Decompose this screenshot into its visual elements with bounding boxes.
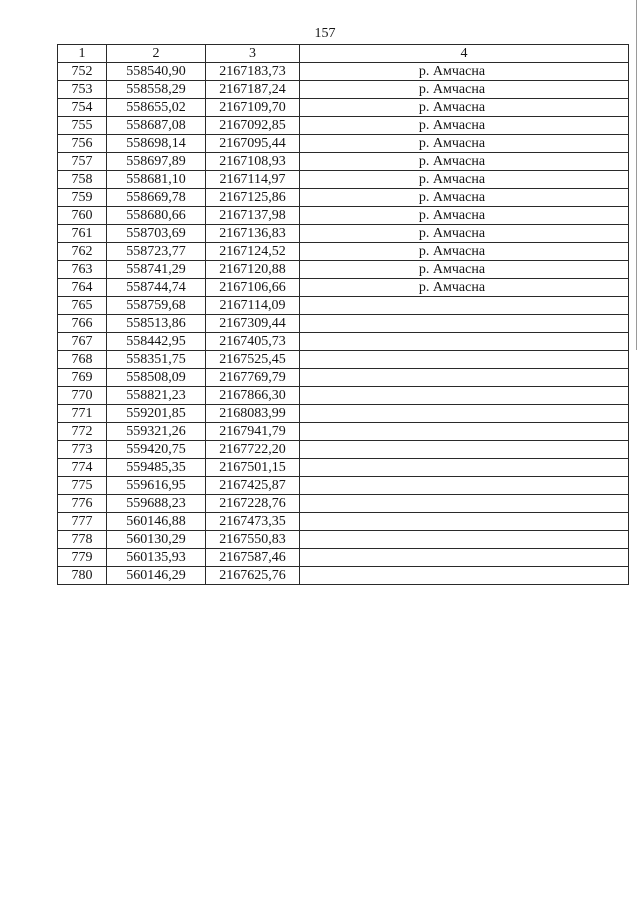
table-row [58, 279, 629, 297]
table-row [58, 315, 629, 333]
cell-point-number: 763 [58, 261, 107, 279]
table-row [58, 117, 629, 135]
table-row [58, 99, 629, 117]
table-row [58, 513, 629, 531]
cell-y-coordinate: 2167187,24 [206, 81, 300, 99]
cell-x-coordinate: 559616,95 [107, 477, 206, 495]
cell-point-number: 780 [58, 567, 107, 585]
cell-x-coordinate: 558821,23 [107, 387, 206, 405]
cell-y-coordinate: 2168083,99 [206, 405, 300, 423]
cell-note [300, 387, 629, 405]
header-x-coordinate: 2 [107, 45, 206, 63]
table-row [58, 477, 629, 495]
table-row [58, 459, 629, 477]
cell-point-number: 762 [58, 243, 107, 261]
table-row [58, 549, 629, 567]
header-note: 4 [300, 45, 629, 63]
cell-y-coordinate: 2167501,15 [206, 459, 300, 477]
table-row [58, 189, 629, 207]
cell-note [300, 495, 629, 513]
cell-y-coordinate: 2167136,83 [206, 225, 300, 243]
cell-note [300, 441, 629, 459]
cell-note: р. Амчасна [300, 225, 629, 243]
cell-x-coordinate: 560146,88 [107, 513, 206, 531]
cell-y-coordinate: 2167108,93 [206, 153, 300, 171]
cell-x-coordinate: 558681,10 [107, 171, 206, 189]
cell-note: р. Амчасна [300, 117, 629, 135]
table-row [58, 261, 629, 279]
cell-note [300, 297, 629, 315]
cell-note [300, 423, 629, 441]
header-point-number: 1 [58, 45, 107, 63]
cell-x-coordinate: 560135,93 [107, 549, 206, 567]
cell-x-coordinate: 558687,08 [107, 117, 206, 135]
cell-note: р. Амчасна [300, 261, 629, 279]
cell-note: р. Амчасна [300, 207, 629, 225]
cell-y-coordinate: 2167095,44 [206, 135, 300, 153]
cell-y-coordinate: 2167405,73 [206, 333, 300, 351]
table-header-row [58, 45, 629, 63]
table-row [58, 405, 629, 423]
cell-point-number: 773 [58, 441, 107, 459]
cell-point-number: 775 [58, 477, 107, 495]
table-row [58, 225, 629, 243]
table-row [58, 63, 629, 81]
cell-note [300, 567, 629, 585]
cell-y-coordinate: 2167228,76 [206, 495, 300, 513]
cell-note [300, 315, 629, 333]
cell-point-number: 756 [58, 135, 107, 153]
cell-y-coordinate: 2167525,45 [206, 351, 300, 369]
cell-x-coordinate: 559201,85 [107, 405, 206, 423]
cell-note: р. Амчасна [300, 99, 629, 117]
table-row [58, 441, 629, 459]
header-y-coordinate: 3 [206, 45, 300, 63]
cell-x-coordinate: 558655,02 [107, 99, 206, 117]
cell-note [300, 459, 629, 477]
cell-note: р. Амчасна [300, 189, 629, 207]
table-body [58, 63, 629, 585]
cell-point-number: 764 [58, 279, 107, 297]
cell-x-coordinate: 558698,14 [107, 135, 206, 153]
cell-point-number: 752 [58, 63, 107, 81]
cell-point-number: 771 [58, 405, 107, 423]
cell-x-coordinate: 558540,90 [107, 63, 206, 81]
cell-x-coordinate: 558351,75 [107, 351, 206, 369]
cell-x-coordinate: 558759,68 [107, 297, 206, 315]
cell-note [300, 405, 629, 423]
cell-point-number: 758 [58, 171, 107, 189]
cell-point-number: 778 [58, 531, 107, 549]
cell-x-coordinate: 559321,26 [107, 423, 206, 441]
cell-y-coordinate: 2167106,66 [206, 279, 300, 297]
table-row [58, 333, 629, 351]
cell-x-coordinate: 559688,23 [107, 495, 206, 513]
cell-x-coordinate: 560130,29 [107, 531, 206, 549]
cell-note: р. Амчасна [300, 171, 629, 189]
cell-y-coordinate: 2167550,83 [206, 531, 300, 549]
table-header [58, 45, 629, 63]
table-row [58, 153, 629, 171]
cell-note [300, 531, 629, 549]
page-number: 157 [314, 26, 336, 41]
cell-y-coordinate: 2167473,35 [206, 513, 300, 531]
cell-y-coordinate: 2167120,88 [206, 261, 300, 279]
cell-point-number: 770 [58, 387, 107, 405]
cell-point-number: 768 [58, 351, 107, 369]
table-row [58, 369, 629, 387]
cell-x-coordinate: 560146,29 [107, 567, 206, 585]
cell-point-number: 761 [58, 225, 107, 243]
cell-point-number: 757 [58, 153, 107, 171]
coordinates-table [57, 44, 629, 585]
cell-note: р. Амчасна [300, 63, 629, 81]
cell-note [300, 333, 629, 351]
cell-point-number: 755 [58, 117, 107, 135]
cell-note: р. Амчасна [300, 279, 629, 297]
cell-point-number: 767 [58, 333, 107, 351]
cell-note [300, 351, 629, 369]
cell-y-coordinate: 2167109,70 [206, 99, 300, 117]
table-row [58, 171, 629, 189]
cell-y-coordinate: 2167625,76 [206, 567, 300, 585]
cell-x-coordinate: 558723,77 [107, 243, 206, 261]
cell-y-coordinate: 2167092,85 [206, 117, 300, 135]
cell-note: р. Амчасна [300, 243, 629, 261]
cell-x-coordinate: 558508,09 [107, 369, 206, 387]
cell-point-number: 765 [58, 297, 107, 315]
cell-point-number: 772 [58, 423, 107, 441]
cell-y-coordinate: 2167137,98 [206, 207, 300, 225]
table-row [58, 567, 629, 585]
cell-point-number: 779 [58, 549, 107, 567]
cell-y-coordinate: 2167722,20 [206, 441, 300, 459]
cell-x-coordinate: 558741,29 [107, 261, 206, 279]
table-row [58, 531, 629, 549]
cell-point-number: 759 [58, 189, 107, 207]
cell-x-coordinate: 558558,29 [107, 81, 206, 99]
cell-point-number: 776 [58, 495, 107, 513]
cell-y-coordinate: 2167114,09 [206, 297, 300, 315]
cell-point-number: 753 [58, 81, 107, 99]
cell-x-coordinate: 558703,69 [107, 225, 206, 243]
cell-note [300, 513, 629, 531]
cell-y-coordinate: 2167941,79 [206, 423, 300, 441]
cell-y-coordinate: 2167425,87 [206, 477, 300, 495]
cell-y-coordinate: 2167769,79 [206, 369, 300, 387]
cell-note [300, 369, 629, 387]
cell-x-coordinate: 558669,78 [107, 189, 206, 207]
cell-x-coordinate: 558513,86 [107, 315, 206, 333]
cell-x-coordinate: 558680,66 [107, 207, 206, 225]
cell-point-number: 774 [58, 459, 107, 477]
cell-point-number: 754 [58, 99, 107, 117]
cell-point-number: 777 [58, 513, 107, 531]
scan-edge-line [636, 0, 637, 350]
cell-x-coordinate: 559420,75 [107, 441, 206, 459]
cell-note: р. Амчасна [300, 81, 629, 99]
table-row [58, 81, 629, 99]
cell-x-coordinate: 558697,89 [107, 153, 206, 171]
cell-note: р. Амчасна [300, 153, 629, 171]
table-row [58, 207, 629, 225]
cell-y-coordinate: 2167866,30 [206, 387, 300, 405]
cell-x-coordinate: 558744,74 [107, 279, 206, 297]
cell-y-coordinate: 2167183,73 [206, 63, 300, 81]
cell-x-coordinate: 559485,35 [107, 459, 206, 477]
cell-point-number: 769 [58, 369, 107, 387]
table-row [58, 495, 629, 513]
table-row [58, 243, 629, 261]
cell-point-number: 766 [58, 315, 107, 333]
cell-note [300, 477, 629, 495]
table-row [58, 135, 629, 153]
table-row [58, 387, 629, 405]
table-row [58, 423, 629, 441]
cell-point-number: 760 [58, 207, 107, 225]
table-row [58, 297, 629, 315]
cell-y-coordinate: 2167587,46 [206, 549, 300, 567]
cell-y-coordinate: 2167114,97 [206, 171, 300, 189]
cell-y-coordinate: 2167309,44 [206, 315, 300, 333]
cell-y-coordinate: 2167125,86 [206, 189, 300, 207]
cell-note: р. Амчасна [300, 135, 629, 153]
cell-note [300, 549, 629, 567]
table-row [58, 351, 629, 369]
cell-x-coordinate: 558442,95 [107, 333, 206, 351]
cell-y-coordinate: 2167124,52 [206, 243, 300, 261]
